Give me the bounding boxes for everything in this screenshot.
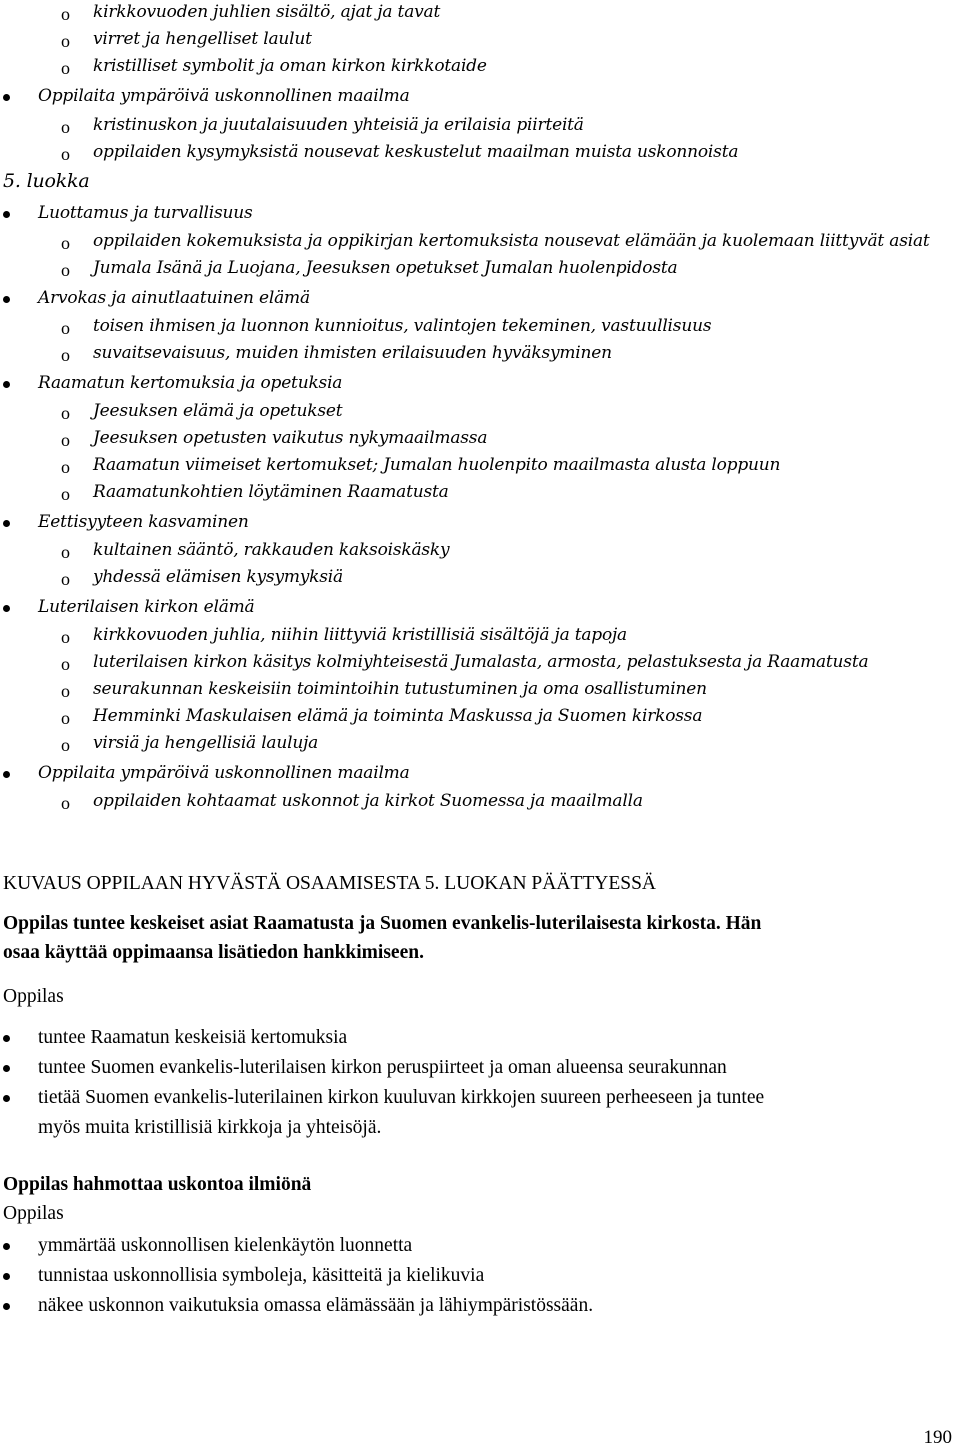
grade-heading: 5. luokka — [3, 170, 90, 192]
oppilas-label: Oppilas — [3, 1203, 64, 1224]
sub-bullet: o — [61, 144, 70, 164]
list-item: tunnistaa uskonnollisia symboleja, käsitteitä ja kielikuvia — [38, 1265, 485, 1286]
page-number: 190 — [923, 1427, 952, 1448]
section-title: Luottamus ja turvallisuus — [38, 203, 253, 223]
list-item: Jumala Isänä ja Luojana, Jeesuksen opetukset Jumalan huolenpidosta — [93, 258, 678, 278]
bullet-icon — [3, 381, 10, 388]
section-heading: Oppilas hahmottaa uskontoa ilmiönä — [3, 1174, 312, 1195]
bullet-icon — [3, 520, 10, 527]
list-item: virsiä ja hengellisiä lauluja — [93, 733, 319, 753]
section-title: Luterilaisen kirkon elämä — [38, 597, 255, 617]
bullet-icon — [3, 605, 10, 612]
sub-bullet: o — [61, 681, 70, 701]
sub-bullet: o — [61, 260, 70, 280]
list-item: näkee uskonnon vaikutuksia omassa elämässään ja lähiympäristössään. — [38, 1295, 594, 1316]
list-item: oppilaiden kohtaamat uskonnot ja kirkot Suomessa ja maailmalla — [93, 791, 643, 811]
list-item: tuntee Suomen evankelis-luterilaisen kirkon peruspiirteet ja oman alueensa seurakunnan — [38, 1057, 727, 1078]
section-title: Oppilaita ympäröivä uskonnollinen maailma — [38, 763, 410, 783]
list-item: oppilaiden kysymyksistä nousevat keskustelut maailman muista uskonnoista — [93, 142, 739, 162]
sub-bullet: o — [61, 654, 70, 674]
description-heading: KUVAUS OPPILAAN HYVÄSTÄ OSAAMISESTA 5. LUOKAN PÄÄTTYESSÄ — [3, 873, 657, 894]
list-item: Hemminki Maskulaisen elämä ja toiminta Maskussa ja Suomen kirkossa — [93, 706, 703, 726]
list-item: kristilliset symbolit ja oman kirkon kirkkotaide — [93, 56, 487, 76]
list-item: seurakunnan keskeisiin toimintoihin tutustuminen ja oma osallistuminen — [93, 679, 707, 699]
list-item: Jeesuksen opetusten vaikutus nykymaailmassa — [93, 428, 488, 448]
section-title: Oppilaita ympäröivä uskonnollinen maailma — [38, 86, 410, 106]
sub-bullet: o — [61, 31, 70, 51]
list-item: tietää Suomen evankelis-luterilainen kirkon kuuluvan kirkkojen suureen perheeseen ja tuntee — [38, 1087, 765, 1108]
sub-bullet: o — [61, 4, 70, 24]
sub-bullet: o — [61, 627, 70, 647]
description-text: osaa käyttää oppimaansa lisätiedon hankkimiseen. — [3, 942, 424, 963]
list-item: kirkkovuoden juhlien sisältö, ajat ja tavat — [93, 2, 441, 22]
section-title: Raamatun kertomuksia ja opetuksia — [38, 373, 343, 393]
sub-bullet: o — [61, 430, 70, 450]
list-item: Raamatun viimeiset kertomukset; Jumalan huolenpito maailmasta alusta loppuun — [93, 455, 781, 475]
bullet-icon — [3, 296, 10, 303]
oppilas-label: Oppilas — [3, 986, 64, 1007]
bullet-icon — [3, 211, 10, 218]
bullet-icon — [3, 1243, 10, 1250]
list-item: tuntee Raamatun keskeisiä kertomuksia — [38, 1027, 348, 1048]
list-item: kirkkovuoden juhlia, niihin liittyviä kristillisiä sisältöjä ja tapoja — [93, 625, 627, 645]
list-item: yhdessä elämisen kysymyksiä — [93, 567, 343, 587]
list-item: oppilaiden kokemuksista ja oppikirjan kertomuksista nousevat elämään ja kuolemaan liittyvät asiat — [93, 231, 930, 251]
sub-bullet: o — [61, 708, 70, 728]
bullet-icon — [3, 1065, 10, 1072]
bullet-icon — [3, 94, 10, 101]
list-item: ymmärtää uskonnollisen kielenkäytön luonnetta — [38, 1235, 413, 1256]
sub-bullet: o — [61, 117, 70, 137]
list-item: toisen ihmisen ja luonnon kunnioitus, valintojen tekeminen, vastuullisuus — [93, 316, 712, 336]
list-item: kristinuskon ja juutalaisuuden yhteisiä ja erilaisia piirteitä — [93, 115, 584, 135]
sub-bullet: o — [61, 484, 70, 504]
description-text: Oppilas tuntee keskeiset asiat Raamatusta ja Suomen evankelis-luterilaisesta kirkosta. Hän — [3, 913, 762, 934]
list-item: suvaitsevaisuus, muiden ihmisten erilaisuuden hyväksyminen — [93, 343, 612, 363]
sub-bullet: o — [61, 58, 70, 78]
sub-bullet: o — [61, 233, 70, 253]
bullet-icon — [3, 1303, 10, 1310]
bullet-icon — [3, 771, 10, 778]
sub-bullet: o — [61, 793, 70, 813]
list-item: kultainen sääntö, rakkauden kaksoiskäsky — [93, 540, 450, 560]
bullet-icon — [3, 1273, 10, 1280]
sub-bullet: o — [61, 569, 70, 589]
list-item: luterilaisen kirkon käsitys kolmiyhteisestä Jumalasta, armosta, pelastuksesta ja Raamatusta — [93, 652, 869, 672]
sub-bullet: o — [61, 457, 70, 477]
section-title: Eettisyyteen kasvaminen — [38, 512, 249, 532]
sub-bullet: o — [61, 345, 70, 365]
list-item: Raamatunkohtien löytäminen Raamatusta — [93, 482, 449, 502]
sub-bullet: o — [61, 735, 70, 755]
sub-bullet: o — [61, 542, 70, 562]
sub-bullet: o — [61, 403, 70, 423]
bullet-icon — [3, 1035, 10, 1042]
sub-bullet: o — [61, 318, 70, 338]
bullet-icon — [3, 1095, 10, 1102]
list-item: Jeesuksen elämä ja opetukset — [93, 401, 343, 421]
list-item: virret ja hengelliset laulut — [93, 29, 312, 49]
list-item-continuation: myös muita kristillisiä kirkkoja ja yhteisöjä. — [38, 1117, 382, 1138]
section-title: Arvokas ja ainutlaatuinen elämä — [38, 288, 310, 308]
